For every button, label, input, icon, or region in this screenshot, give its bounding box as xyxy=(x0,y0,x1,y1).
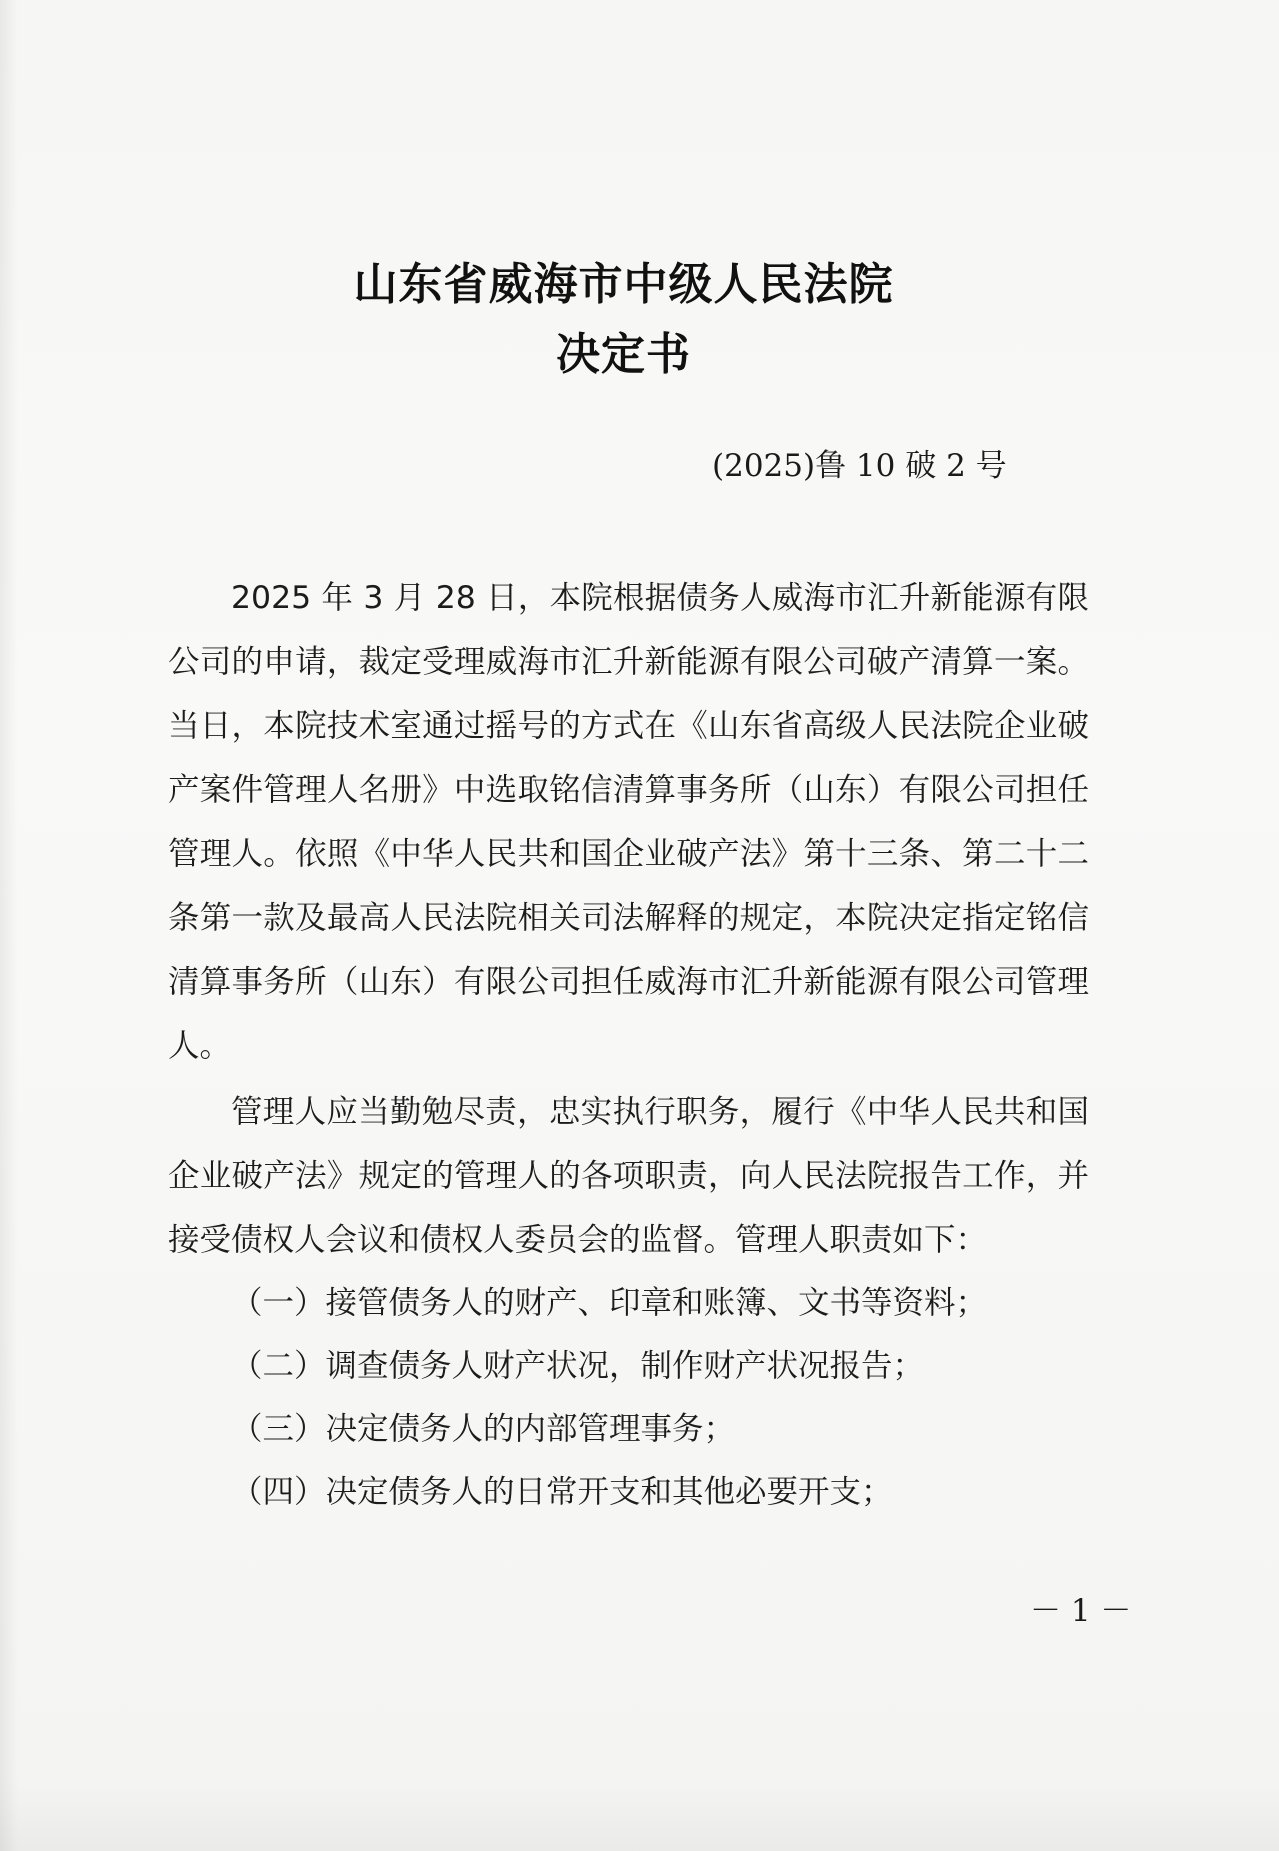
duty-item: （二）调查债务人财产状况，制作财产状况报告； xyxy=(231,1348,925,1384)
duties-list xyxy=(168,1272,1089,1524)
document-type-heading: 决定书 xyxy=(556,329,691,380)
duty-item: （四）决定债务人的日常开支和其他必要开支； xyxy=(231,1474,893,1510)
court-name-heading: 山东省威海市中级人民法院 xyxy=(353,259,894,310)
page-number: － 1 － xyxy=(1030,1593,1132,1629)
duty-item: （一）接管债务人的财产、印章和账簿、文书等资料； xyxy=(231,1285,988,1321)
page-bottom-shading xyxy=(0,1780,1279,1851)
duty-item: （三）决定债务人的内部管理事务； xyxy=(231,1411,736,1447)
paragraph-appointment: 2025 年 3 月 28 日，本院根据债务人威海市汇升新能源有限公司的申请，裁定受理威海市汇升新能源有限公司破产清算一案。当日，本院技术室通过摇号的方式在《山东省高级人民法院企业破产案件管理人名册》中选取铭信清算事务所（山东）有限公司担任管理人。依照《中华人民共和国企业破产法》第十三条、第二十二条第一款及最高人民法院相关司法解释的规定，本院决定指定铭信清算事务所（山东）有限公司担任威海市汇升新能源有限公司管理人。 xyxy=(168,580,1089,1064)
paragraph-duties-intro: 管理人应当勤勉尽责，忠实执行职务，履行《中华人民共和国企业破产法》规定的管理人的各项职责，向人民法院报告工作，并接受债权人会议和债权人委员会的监督。管理人职责如下： xyxy=(168,1094,1089,1258)
document-body xyxy=(168,566,1089,1524)
case-number: (2025)鲁 10 破 2 号 xyxy=(712,448,1007,484)
